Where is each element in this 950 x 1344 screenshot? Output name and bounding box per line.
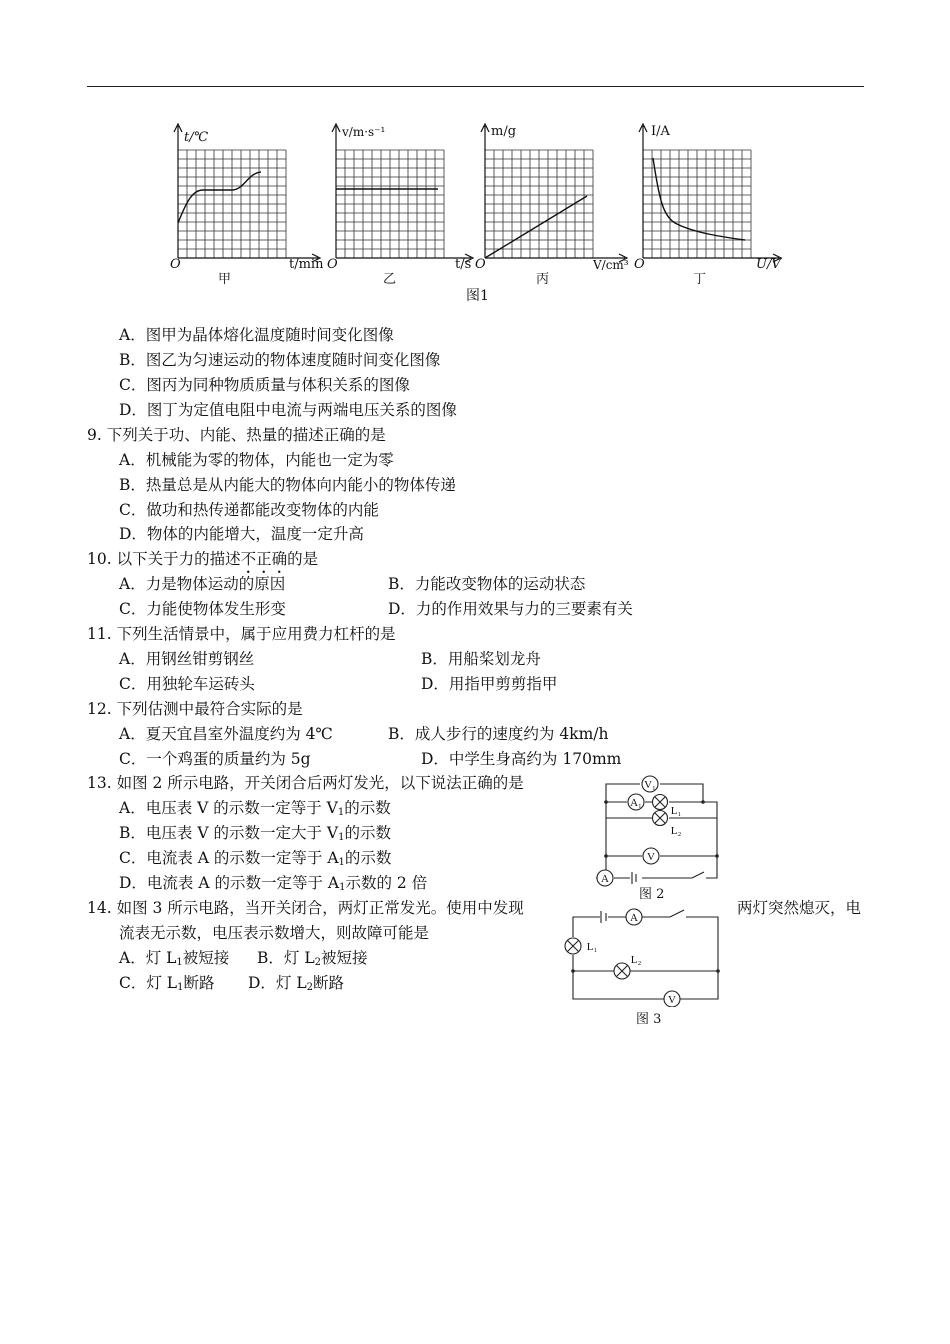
bing-origin: O [475,257,486,272]
q13-option-b [119,823,391,848]
bing-xlabel: V/cm³ [593,258,629,272]
l1-label: L₁ [670,805,682,817]
jia-origin: O [170,257,181,272]
q8-option-c: C．图丙为同种物质质量与体积关系的图像 [119,376,410,394]
q11-option-b: B．用船桨划龙舟 [421,650,541,668]
a1-label: A₁ [630,797,642,809]
v-label: V [668,994,676,1006]
q14-option-d [248,973,344,998]
q11-option-c: C．用独轮车运砖头 [119,675,255,693]
q9-option-d: D．物体的内能增大，温度一定升高 [119,525,364,543]
q13-c-sub: 1 [338,857,345,868]
q8-option-b: B．图乙为匀速运动的物体速度随时间变化图像 [119,351,441,369]
q14-d-post: 断路 [313,974,345,992]
q10-option-d: D．力的作用效果与力的三要素有关 [388,600,633,618]
q14-option-a [119,948,229,973]
a-label: A [601,873,609,885]
yi-name: 乙 [383,272,397,287]
q13-a-post: 的示数 [344,799,391,817]
q12-option-a: A．夏天宜昌室外温度约为 4℃ [119,725,333,743]
jia-name: 甲 [218,272,232,287]
q14-b-post: 被短接 [321,949,368,967]
q13-c-post: 的示数 [344,849,392,867]
ding-ylabel: I/A [651,124,670,139]
q14-option-b [257,948,368,973]
q13-d-pre: D．电流表 A 的示数一定等于 A [119,874,340,892]
q14-a-post: 被短接 [182,949,230,967]
q13-a-sub: 1 [337,807,345,818]
q10-stem [87,549,318,577]
fig2-circuit [580,770,730,888]
jia-curve [178,172,261,223]
yi-xlabel: t/s [455,257,472,272]
v-label: V [647,851,655,863]
q10-option-c: C．力能使物体发生形变 [119,600,286,618]
q14-d-sub: 2 [306,982,314,993]
q14-c-sub: 1 [177,982,184,993]
q11-option-d: D．用指甲剪剪指甲 [421,675,558,693]
q10-stem-post: 的是 [287,550,319,568]
q13-option-a [119,798,391,823]
q12-stem: 12. 下列估测中最符合实际的是 [87,700,303,718]
fig3-circuit [562,905,727,1007]
q14-stem-line1: 14. 如图 3 所示电路，当开关闭合，两灯正常发光。使用中发现 [87,899,524,917]
q8-option-d: D．图丁为定值电阻中电流与两端电压关系的图像 [119,401,457,419]
v1-label: V₁ [644,779,656,791]
fig3-caption: 图 3 [636,1012,662,1027]
q9-option-c: C．做功和热传递都能改变物体的内能 [119,501,379,519]
q13-b-pre: B．电压表 V 的示数一定大于 V [119,824,339,842]
q13-d-post: 示数的 2 倍 [345,874,428,892]
q13-d-sub: 1 [339,882,346,893]
q13-b-post: 的示数 [344,824,391,842]
l1-label: L₁ [586,941,598,953]
q12-option-c: C．一个鸡蛋的质量约为 5g [119,750,311,768]
q13-stem: 13. 如图 2 所示电路，开关闭合后两灯发光，以下说法正确的是 [87,774,524,792]
fig1-caption: 图1 [466,288,489,304]
q11-option-a: A．用钢丝钳剪钢丝 [119,650,255,668]
jia-ylabel: t/℃ [184,130,209,145]
q10-option-b: B．力能改变物体的运动状态 [388,575,586,593]
q14-a-sub: 1 [176,957,183,968]
q10-option-a: A．力是物体运动的原因 [119,575,286,593]
l2-label: L₂ [630,954,642,966]
bing-ylabel: m/g [491,124,517,139]
q13-option-d [119,873,427,898]
header-rule [87,86,864,87]
q14-c-pre: C．灯 L [119,974,178,992]
bing-name: 丙 [536,272,550,287]
q14-option-c [119,973,214,998]
q9-stem: 9. 下列关于功、内能、热量的描述正确的是 [87,426,386,444]
ding-origin: O [634,257,645,272]
q14-stem-line2: 流表无示数，电压表示数增大，则故障可能是 [119,924,430,942]
q13-b-sub: 1 [338,832,345,843]
q10-stem-emphasis: 不正确 [240,550,288,568]
ding-name: 丁 [693,272,707,287]
q13-a-pre: A．电压表 V 的示数一定等于 V [119,799,338,817]
fig2-caption: 图 2 [639,887,665,902]
jia-xlabel: t/min [289,257,324,272]
graph-yi [326,118,476,283]
a-label: A [630,912,638,924]
ding-xlabel: U/V [756,257,781,272]
q14-stem-line1-right: 两灯突然熄灭，电 [737,899,862,917]
q9-option-b: B．热量总是从内能大的物体向内能小的物体传递 [119,476,456,494]
q14-b-sub: 2 [314,957,321,968]
ding-curve [653,158,745,240]
yi-origin: O [327,257,338,272]
l2-label: L₂ [670,825,682,837]
q12-option-b: B．成人步行的速度约为 4km/h [388,725,609,743]
q14-a-pre: A．灯 L [119,949,177,967]
q11-stem: 11. 下列生活情景中，属于应用费力杠杆的是 [87,625,396,643]
q12-option-d: D．中学生身高约为 170mm [421,750,622,768]
q14-d-pre: D．灯 L [248,974,307,992]
q10-stem-pre: 10. 以下关于力的描述 [87,550,241,568]
q13-option-c [119,848,391,873]
q8-option-a: A．图甲为晶体熔化温度随时间变化图像 [119,326,394,344]
q14-c-post: 断路 [183,974,215,992]
q13-c-pre: C．电流表 A 的示数一定等于 A [119,849,339,867]
yi-ylabel: v/m·s⁻¹ [342,125,386,139]
q14-b-pre: B．灯 L [257,949,315,967]
q9-option-a: A．机械能为零的物体，内能也一定为零 [119,451,394,469]
